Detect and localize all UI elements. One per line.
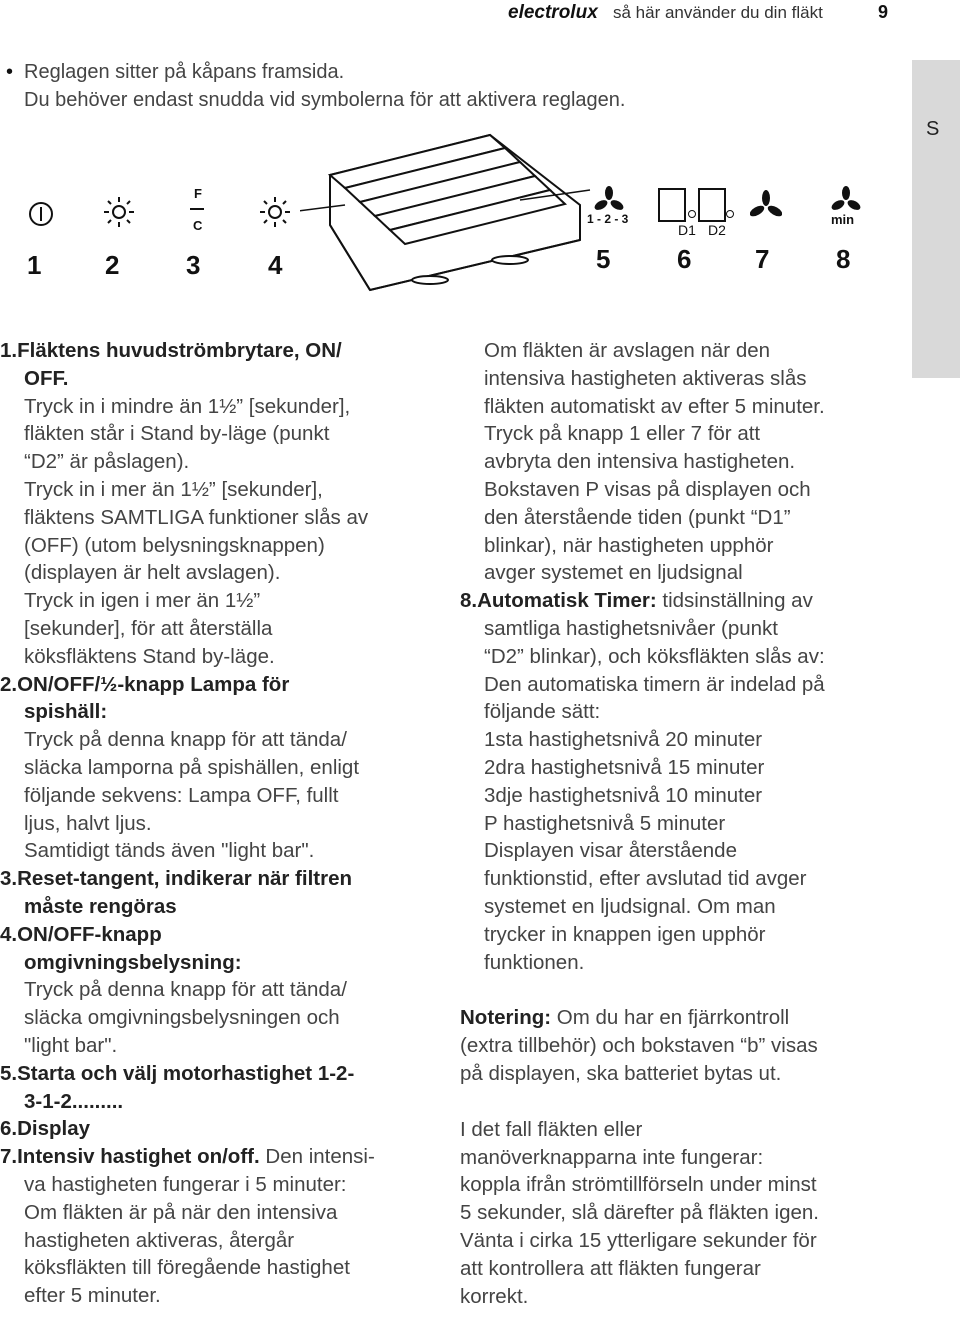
min-label: min	[831, 212, 855, 227]
text-line: Tryck in i mindre än 1½” [sekunder],	[24, 394, 351, 418]
text-line: hastigheten aktiveras, återgår	[24, 1228, 295, 1252]
d1-label: D1	[678, 222, 696, 238]
text-line: efter 5 minuter.	[24, 1284, 161, 1308]
item-2-heading-cont: spishäll:	[24, 700, 108, 724]
item-4-heading: 4.ON/OFF-knapp	[0, 922, 162, 946]
text-line: följande sekvens: Lampa OFF, fullt	[24, 783, 339, 807]
item-6-heading: 6.Display	[0, 1117, 91, 1141]
fan-timer-icon	[828, 186, 864, 232]
text-line: avbryta den intensiva hastigheten.	[484, 450, 796, 474]
fan-icon	[594, 186, 624, 212]
number-7: 7	[755, 244, 770, 274]
text-line: 3dje hastighetsnivå 10 minuter	[484, 783, 763, 807]
intro-line-2: Du behöver endast snudda vid symbolerna för att aktivera reglagen.	[24, 89, 626, 111]
text-line: 1sta hastighetsnivå 20 minuter	[484, 728, 763, 752]
text-line: släcka omgivningsbelysningen och	[24, 1006, 340, 1030]
item-7-heading: 7.Intensiv hastighet on/off.	[0, 1145, 260, 1169]
number-6: 6	[677, 244, 692, 274]
control-panel-diagram	[0, 150, 900, 330]
text-line: Tryck in i mer än 1½” [sekunder],	[24, 477, 323, 501]
text-line: korrekt.	[460, 1284, 529, 1308]
filter-label: F	[194, 186, 202, 201]
right-column	[460, 337, 900, 1310]
text-line: fläkten automatiskt av efter 5 minuter.	[484, 394, 825, 418]
text-line: följande sätt:	[484, 700, 601, 724]
text-line: va hastigheten fungerar i 5 minuter:	[24, 1172, 347, 1196]
ambient-light-icon	[258, 194, 292, 228]
text-line: (displayen är helt avslagen).	[24, 561, 281, 585]
left-column	[0, 337, 450, 1310]
clean-label: C	[193, 218, 203, 233]
number-5: 5	[596, 244, 611, 274]
text-line: “D2” blinkar), och köksfläkten slås av:	[484, 644, 825, 668]
item-3-heading-cont: måste rengöras	[24, 894, 177, 918]
fan-speed-icon	[584, 186, 634, 232]
text-line: (OFF) (utom belysningsknappen)	[24, 533, 325, 557]
text-line: koppla ifrån strömtillförseln under minst	[460, 1173, 817, 1197]
number-4: 4	[268, 250, 283, 280]
text-line: I det fall fläkten eller	[460, 1117, 643, 1141]
speed-label: 1 - 2 - 3	[587, 212, 629, 226]
text-line: Tryck på denna knapp för att tända/	[24, 978, 347, 1002]
text-line: den återstående tiden (punkt “D1”	[484, 505, 791, 529]
item-4-heading-cont: omgivningsbelysning:	[24, 950, 242, 974]
item-1-heading: 1.Fläktens huvudströmbrytare, ON/	[0, 339, 342, 362]
note-heading: Notering:	[460, 1006, 552, 1030]
d2-label: D2	[708, 222, 726, 238]
power-icon	[26, 199, 56, 229]
display-digit-2	[698, 188, 726, 222]
display-icon	[656, 186, 736, 236]
text-line: samtliga hastighetsnivåer (punkt	[484, 616, 778, 640]
light-icon	[102, 194, 136, 228]
filter-reset-icon	[188, 186, 208, 234]
item-8-heading: 8.Automatisk Timer:	[460, 589, 657, 613]
text-line: tidsinställning av	[656, 589, 813, 613]
text-line: intensiva hastigheten aktiveras slås	[484, 366, 807, 390]
text-line: Om du har en fjärrkontroll	[551, 1006, 790, 1030]
text-line: funktionstid, efter avslutad tid avger	[484, 867, 807, 891]
header-title: så här använder du din fläkt	[613, 3, 823, 22]
text-line: fläkten står i Stand by-läge (punkt	[24, 422, 330, 446]
text-line: Vänta i cirka 15 ytterligare sekunder för	[460, 1228, 817, 1252]
text-line: manöverknapparna inte fungerar:	[460, 1145, 764, 1169]
item-2-heading: 2.ON/OFF/½-knapp Lampa för	[0, 672, 290, 696]
text-line: Tryck på knapp 1 eller 7 för att	[484, 422, 761, 446]
text-line: trycker in knappen igen upphör	[484, 922, 766, 946]
intro-line-1: • Reglagen sitter på kåpans framsida.	[0, 58, 625, 86]
text-line: Den intensi-	[265, 1145, 375, 1169]
item-1-heading-cont: OFF.	[24, 366, 69, 390]
language-letter: S	[926, 118, 940, 140]
display-digit-1	[658, 188, 686, 222]
text-line: ljus, halvt ljus.	[24, 811, 152, 835]
page-number: 9	[878, 2, 889, 22]
number-3: 3	[186, 250, 201, 280]
text-line: Tryck på denna knapp för att tända/	[24, 728, 347, 752]
text-line: släcka lamporna på spishällen, enligt	[24, 755, 360, 779]
text-line: att kontrollera att fläkten fungerar	[460, 1256, 761, 1280]
text-line: köksfläkten till föregående hastighet	[24, 1256, 350, 1280]
text-line: Samtidigt tänds även "light bar".	[24, 839, 315, 863]
fan-intensive-icon	[750, 190, 782, 220]
text-line: avger systemet en ljudsignal	[484, 561, 743, 585]
text-line: P hastighetsnivå 5 minuter	[484, 811, 726, 835]
text-line: blinkar), när hastigheten upphör	[484, 533, 774, 557]
text-line: 5 sekunder, slå därefter på fläkten igen.	[460, 1201, 819, 1225]
text-line: Den automatiska timern är indelad på	[484, 672, 825, 696]
text-line: (extra tillbehör) och bokstaven “b” visas	[460, 1034, 818, 1058]
display-dot-1	[688, 210, 696, 218]
display-dot-2	[726, 210, 734, 218]
text-line: Bokstaven P visas på displayen och	[484, 477, 811, 501]
text-line: Tryck in igen i mer än 1½”	[24, 589, 261, 613]
text-line: fläktens SAMTLIGA funktioner slås av	[24, 505, 369, 529]
fan-icon	[831, 186, 861, 212]
number-8: 8	[836, 244, 851, 274]
divider	[190, 208, 204, 210]
text-line: köksfläktens Stand by-läge.	[24, 644, 275, 668]
text-line: systemet en ljudsignal. Om man	[484, 894, 776, 918]
page-header	[0, 0, 960, 30]
text-line: Om fläkten är avslagen när den	[484, 339, 771, 362]
item-5-heading: 5.Starta och välj motorhastighet 1-2-	[0, 1061, 355, 1085]
text-line: [sekunder], för att återställa	[24, 616, 273, 640]
hood-illustration	[300, 130, 600, 310]
text-line: funktionen.	[484, 950, 585, 974]
language-tab	[912, 60, 960, 378]
text-line: Displayen visar återstående	[484, 839, 737, 863]
text-line: Om fläkten är på när den intensiva	[24, 1200, 338, 1224]
brand-logo: electrolux	[508, 2, 598, 23]
number-2: 2	[105, 250, 120, 280]
text-line: "light bar".	[24, 1033, 118, 1057]
text-line: på displayen, ska batteriet bytas ut.	[460, 1061, 782, 1085]
text-line: 2dra hastighetsnivå 15 minuter	[484, 755, 765, 779]
intro-text	[0, 58, 625, 114]
item-5-heading-cont: 3-1-2.........	[24, 1089, 124, 1113]
number-1: 1	[27, 250, 42, 280]
item-3-heading: 3.Reset-tangent, indikerar när filtren	[0, 867, 353, 891]
text-line: “D2” är påslagen).	[24, 450, 190, 474]
